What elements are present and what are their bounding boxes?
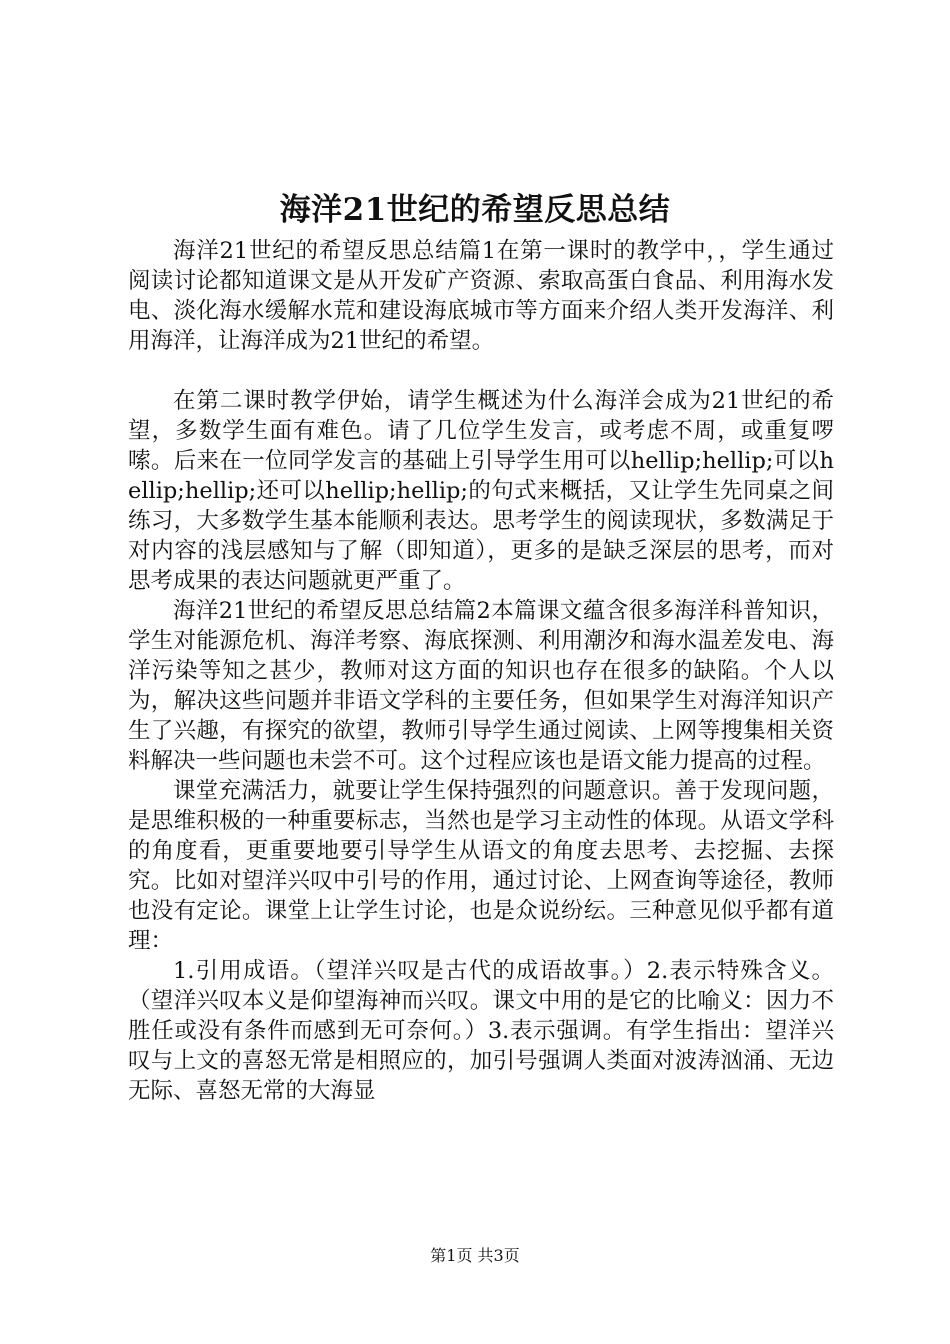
page-title: 海洋21世纪的希望反思总结 — [279, 192, 671, 228]
paragraph: 1.引用成语。（望洋兴叹是古代的成语故事。）2.表示特殊含义。（望洋兴叹本义是仰望海神而兴叹。课文中用的是它的比喻义：因力不胜任或没有条件而感到无可奈何。）3.表示强调。有学生指出：望洋兴叹与上文的喜怒无常是相照应的，加引号强调人类面对波涛汹涌、无边无际、喜怒无常的大海显 — [128, 958, 834, 1104]
paragraph: 课堂充满活力，就要让学生保持强烈的问题意识。善于发现问题，是思维积极的一种重要标志，当然也是学习主动性的体现。从语文学科的角度看，更重要地要引导学生从语文的角度去思考、去挖掘、去探究。比如对望洋兴叹中引号的作用，通过讨论、上网查询等途径，教师也没有定论。课堂上让学生讨论，也是众说纷纭。三种意见似乎都有道理： — [128, 778, 834, 954]
document-body — [128, 236, 834, 1106]
paragraph: 海洋21世纪的希望反思总结篇2本篇课文蕴含很多海洋科普知识，学生对能源危机、海洋考察、海底探测、利用潮汐和海水温差发电、海洋污染等知之甚少，教师对这方面的知识也存在很多的缺陷。个人以为，解决这些问题并非语文学科的主要任务，但如果学生对海洋知识产生了兴趣，有探究的欲望，教师引导学生通过阅读、上网等搜集相关资料解决一些问题也未尝不可。这个过程应该也是语文能力提高的过程。 — [128, 598, 834, 774]
paragraph: 在第二课时教学伊始，请学生概述为什么海洋会成为21世纪的希望，多数学生面有难色。请了几位学生发言，或考虑不周，或重复啰嗦。后来在一位同学发言的基础上引导学生用可以hellip;hellip;可以hellip;hellip;还可以hellip;hellip;的句式来概括，又让学生先同桌之间练习，大多数学生基本能顺利表达。思考学生的阅读现状，多数满足于对内容的浅层感知与了解（即知道），更多的是缺乏深层的思考，而对思考成果的表达问题就更严重了。 — [128, 388, 834, 594]
paragraph: 海洋21世纪的希望反思总结篇1在第一课时的教学中，，学生通过阅读讨论都知道课文是从开发矿产资源、索取高蛋白食品、利用海水发电、淡化海水缓解水荒和建设海底城市等方面来介绍人类开发海洋、利用海洋，让海洋成为21世纪的希望。 — [128, 238, 834, 354]
page-number: 第1页 共3页 — [430, 1246, 520, 1265]
